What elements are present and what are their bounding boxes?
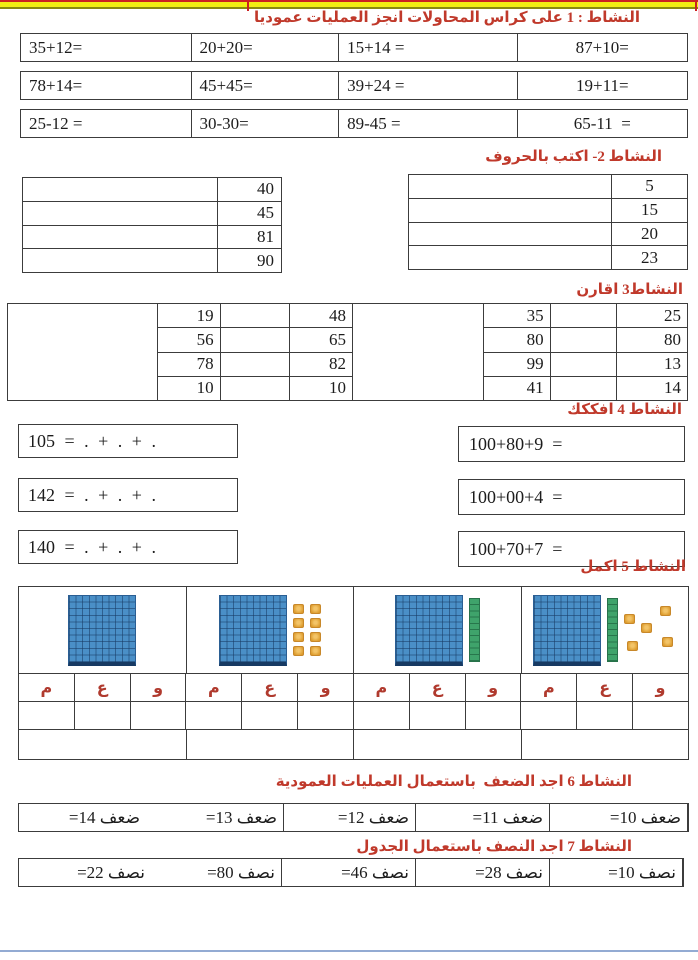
bottom-rule: [0, 950, 698, 952]
number-cell: 48: [328, 305, 346, 325]
total-answer-row: [19, 729, 688, 759]
half-cell: نصف 10=: [550, 859, 683, 886]
answer-cell: [186, 730, 354, 759]
number-cell: 90: [217, 249, 281, 272]
double-cell: ضعف 14=: [68, 807, 140, 827]
answer-cell: [185, 702, 241, 729]
block-figure-108: [186, 587, 354, 673]
comparison-cell: [550, 353, 617, 376]
comparison-cell: [220, 377, 290, 400]
number-cell: 10: [328, 378, 346, 398]
math-problem: 35+12=: [29, 37, 83, 57]
answer-cell: [520, 702, 576, 729]
compare-row: [158, 304, 352, 327]
compose-box: 100+00+4 =: [458, 479, 685, 515]
answer-cell: [23, 226, 217, 249]
block-figure-110: [353, 587, 521, 673]
answer-cell: [23, 249, 217, 272]
number-cell: 45: [217, 202, 281, 225]
number-cell: 19: [196, 305, 214, 325]
ten-rod: [469, 598, 480, 662]
place-value-label: ع: [576, 674, 632, 701]
unit-cube: [662, 637, 673, 647]
number-cell: 25: [663, 305, 681, 325]
math-problem: 87+10=: [517, 34, 687, 61]
activity1-row2: [20, 71, 688, 100]
math-problem: 78+14=: [29, 75, 83, 95]
unit-cubes: [624, 606, 676, 654]
answer-cell: [409, 199, 611, 222]
activity1-title: النشاط : 1 على كراس المحاولات انجز العمليات عموديا: [254, 10, 640, 26]
hundred-square: [68, 595, 136, 666]
answer-cell: [19, 702, 74, 729]
number-cell: 41: [526, 378, 544, 398]
unit-cube: [293, 646, 304, 656]
activity2-title: النشاط 2- اكتب بالحروف: [485, 149, 662, 165]
answer-cell: [409, 246, 611, 269]
place-value-label: ع: [409, 674, 465, 701]
decompose-box: 142 = . + . + .: [18, 478, 238, 512]
unit-cube: [310, 646, 321, 656]
activity2-right-table: [408, 174, 688, 270]
double-cell: ضعف 12=: [284, 804, 416, 831]
table-row: [23, 178, 281, 201]
blank-cell: [353, 304, 483, 400]
number-cell: 78: [196, 354, 214, 374]
answer-cell: [353, 702, 409, 729]
activity2-left-table: [22, 177, 282, 273]
number-cell: 65: [328, 329, 346, 349]
number-cell: 80: [526, 329, 544, 349]
unit-cube: [641, 623, 652, 633]
compare-row: [158, 376, 352, 400]
double-cell: ضعف 11=: [416, 804, 550, 831]
place-value-label: ع: [241, 674, 297, 701]
table-row: [409, 222, 687, 246]
place-value-label: م: [185, 674, 241, 701]
answer-cell: [409, 223, 611, 246]
answer-cell: [19, 730, 186, 759]
answer-cell: [241, 702, 297, 729]
hundred-square: [533, 595, 601, 666]
math-problem: 89-45 =: [338, 110, 516, 137]
compare-group-2: [483, 304, 687, 400]
number-cell: 80: [663, 329, 681, 349]
unit-cube: [310, 632, 321, 642]
unit-cubes: [293, 604, 321, 656]
number-cell: 82: [328, 354, 346, 374]
place-value-label: و: [465, 674, 521, 701]
double-cell: ضعف 10=: [550, 804, 688, 831]
half-cell: نصف 46=: [282, 859, 416, 886]
answer-cell: [409, 702, 465, 729]
comparison-cell: [550, 304, 617, 327]
unit-cube: [660, 606, 671, 616]
number-cell: 13: [663, 354, 681, 374]
unit-cube: [293, 632, 304, 642]
answer-cell: [23, 202, 217, 225]
compose-box: 100+80+9 =: [458, 426, 685, 462]
compare-row: [484, 352, 687, 376]
activity1-row3: [20, 109, 688, 138]
unit-cube: [293, 618, 304, 628]
answer-cell: [632, 702, 688, 729]
table-row: [409, 245, 687, 269]
place-value-label: ع: [74, 674, 130, 701]
decompose-box: 105 = . + . + .: [18, 424, 238, 458]
number-cell: 14: [663, 378, 681, 398]
answer-cell: [23, 178, 217, 201]
hundred-square: [395, 595, 463, 666]
table-row: [409, 198, 687, 222]
comparison-cell: [220, 353, 290, 376]
half-cell: نصف 22=: [77, 862, 145, 882]
decompose-box: 140 = . + . + .: [18, 530, 238, 564]
math-problem: 45+45=: [191, 72, 339, 99]
number-cell: 40: [217, 178, 281, 201]
compare-group-1: [157, 304, 353, 400]
blocks-row: [19, 587, 688, 673]
answer-cell: [130, 702, 186, 729]
table-row: [409, 175, 687, 198]
block-figure-100: [19, 587, 186, 673]
comparison-cell: [220, 304, 290, 327]
place-value-label: م: [520, 674, 576, 701]
number-cell: 15: [611, 199, 687, 222]
answer-cell: [521, 730, 689, 759]
place-value-label: و: [632, 674, 688, 701]
answer-cell: [74, 702, 130, 729]
activity1-row1: [20, 33, 688, 62]
unit-cube: [310, 604, 321, 614]
activity5-title: النشاط 5 اكمل: [580, 559, 686, 575]
activity7-title: النشاط 7 اجد النصف باستعمال الجدول: [356, 839, 632, 855]
number-cell: 81: [217, 226, 281, 249]
math-problem: 30-30=: [191, 110, 339, 137]
hundred-square: [219, 595, 287, 666]
activity3-title: النشاط3 اقارن: [576, 282, 683, 298]
comparison-cell: [220, 328, 290, 351]
unit-cube: [310, 618, 321, 628]
number-cell: 56: [196, 329, 214, 349]
math-problem: 20+20=: [191, 34, 339, 61]
place-value-answer-row: [19, 701, 688, 729]
place-value-header-row: [19, 673, 688, 701]
number-cell: 23: [611, 246, 687, 269]
table-row: [23, 248, 281, 272]
number-cell: 5: [611, 175, 687, 198]
number-cell: 10: [196, 378, 214, 398]
compare-row: [158, 352, 352, 376]
place-value-label: م: [353, 674, 409, 701]
answer-cell: [576, 702, 632, 729]
answer-cell: [297, 702, 353, 729]
place-value-label: و: [130, 674, 186, 701]
half-cell: نصف 80=: [151, 859, 282, 886]
math-problem: 25-12 =: [29, 113, 83, 133]
comparison-cell: [550, 328, 617, 351]
compare-row: [484, 327, 687, 351]
activity7-table: [18, 858, 684, 887]
place-value-label: م: [40, 678, 53, 697]
activity5-table: [18, 586, 689, 760]
answer-cell: [353, 730, 521, 759]
activity6-table: [18, 803, 689, 832]
activity3-table: [7, 303, 688, 401]
table-row: [23, 201, 281, 225]
compare-row: [484, 304, 687, 327]
math-problem: 65-11 =: [517, 110, 687, 137]
table-row: [23, 225, 281, 249]
comparison-cell: [550, 377, 617, 400]
activity4-title: النشاط 4 افككك: [567, 402, 682, 418]
number-cell: 99: [526, 354, 544, 374]
compare-row: [484, 376, 687, 400]
activity6-title: النشاط 6 اجد الضعف باستعمال العمليات العمودية: [275, 774, 632, 790]
banner-divider: [247, 2, 249, 11]
ten-rod: [607, 598, 618, 662]
math-problem: 15+14 =: [338, 34, 516, 61]
math-problem: 19+11=: [517, 72, 687, 99]
answer-cell: [409, 175, 611, 198]
banner-divider-right: [695, 2, 697, 11]
number-cell: 20: [611, 223, 687, 246]
answer-cell: [465, 702, 521, 729]
double-cell: ضعف 13=: [146, 804, 284, 831]
compare-row: [158, 327, 352, 351]
compose-box: 100+70+7 =: [458, 531, 685, 567]
half-cell: نصف 28=: [416, 859, 550, 886]
unit-cube: [293, 604, 304, 614]
block-figure-115: [521, 587, 689, 673]
math-problem: 39+24 =: [338, 72, 516, 99]
place-value-label: و: [297, 674, 353, 701]
unit-cube: [627, 641, 638, 651]
number-cell: 35: [526, 305, 544, 325]
unit-cube: [624, 614, 635, 624]
blank-cell: [8, 304, 157, 400]
